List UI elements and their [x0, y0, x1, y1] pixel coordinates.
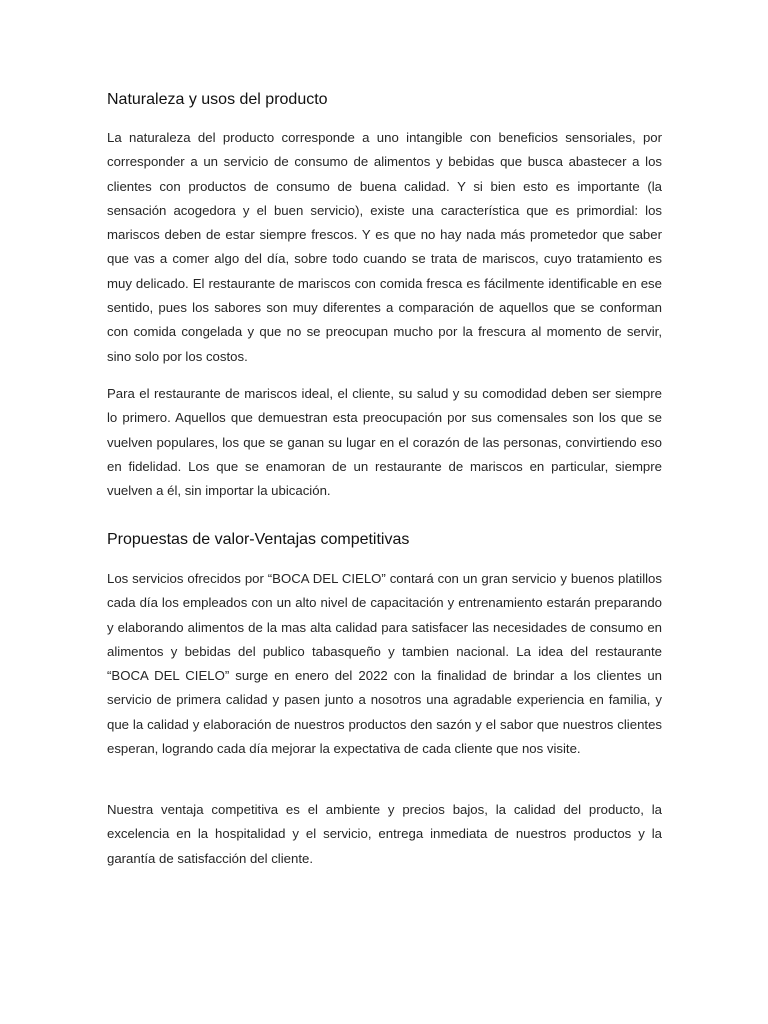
- paragraph: Los servicios ofrecidos por “BOCA DEL CIELO” contará con un gran servicio y buenos platillos cada día los empleados con un alto nivel de capacitación y entrenamiento estarán preparando y elaborando alimentos de la mas alta calidad para satisfacer las necesidades de consumo en alimentos y bebidas del publico tabasqueño y tambien nacional. La idea del restaurante “BOCA DEL CIELO” surge en enero del 2022 con la finalidad de brindar a los clientes un servicio de primera calidad y pasen junto a nosotros una agradable experiencia en familia, y que la calidad y elaboración de nuestros productos den sazón y el sabor que nuestros clientes esperan, logrando cada día mejorar la expectativa de cada cliente que nos visite.: [107, 571, 662, 757]
- section-heading-propuestas: Propuestas de valor-Ventajas competitivas: [107, 531, 410, 548]
- paragraph: La naturaleza del producto corresponde a uno intangible con beneficios sensoriales, por corresponder a un servicio de consumo de alimentos y bebidas que busca abastecer a los clientes con productos de consumo de buena calidad. Y si bien esto es importante (la sensación acogedora y el buen servicio), existe una característica que es primordial: los mariscos deben de estar siempre frescos. Y es que no hay nada más prometedor que saber que vas a comer algo del día, sobre todo cuando se trata de mariscos, cuyo tratamiento es muy delicado. El restaurante de mariscos con comida fresca es fácilmente identificable en ese sentido, pues los sabores son muy diferentes a comparación de aquellos que se conforman con comida congelada y que no se preocupan mucho por la frescura al momento de servir, sino solo por los costos.: [107, 130, 662, 364]
- paragraph: Nuestra ventaja competitiva es el ambiente y precios bajos, la calidad del producto, la excelencia en la hospitalidad y el servicio, entrega inmediata de nuestros productos y la garantía de satisfacción del cliente.: [107, 802, 662, 866]
- paragraph: Para el restaurante de mariscos ideal, el cliente, su salud y su comodidad deben ser siempre lo primero. Aquellos que demuestran esta preocupación por sus comensales son los que se vuelven populares, los que se ganan su lugar en el corazón de las personas, convirtiendo eso en fidelidad. Los que se enamoran de un restaurante de mariscos en particular, siempre vuelven a él, sin importar la ubicación.: [107, 386, 662, 499]
- section-heading-naturaleza: Naturaleza y usos del producto: [107, 91, 328, 108]
